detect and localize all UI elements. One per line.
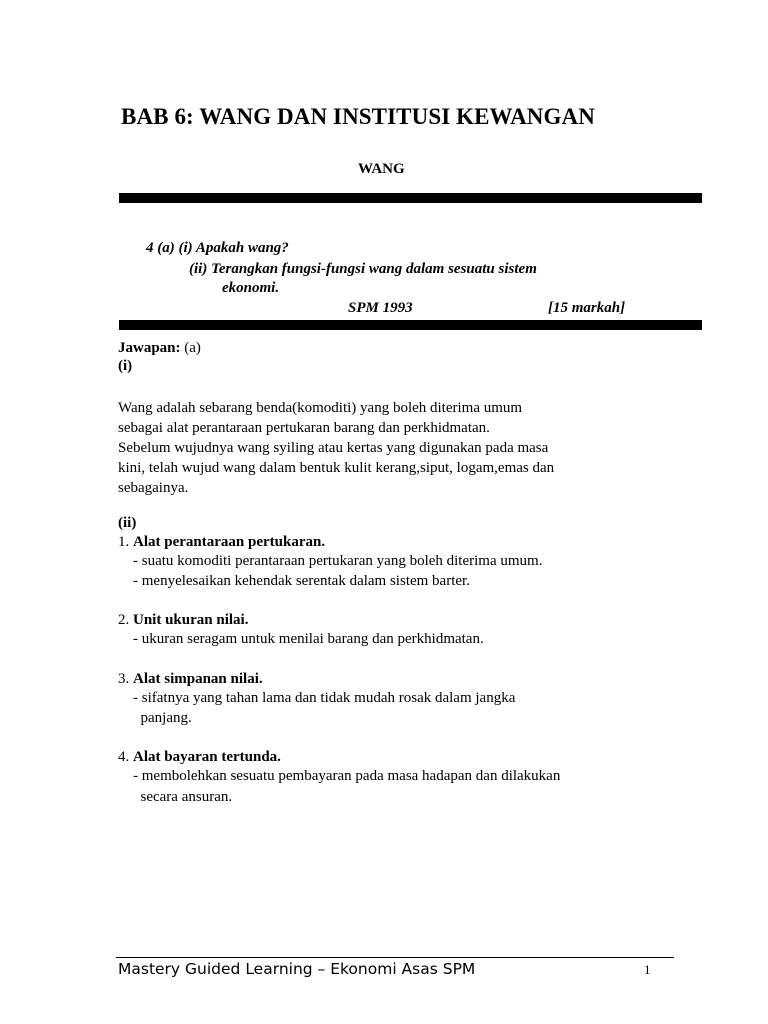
question-divider (119, 320, 702, 330)
paragraph-line: sebagai alat perantaraan pertukaran barang dan perkhidmatan. (118, 420, 490, 436)
question-line-3: ekonomi. (222, 280, 280, 296)
page-number: 1 (644, 962, 651, 977)
function-title: Alat perantaraan pertukaran. (133, 534, 326, 550)
answer-part-a: (a) (180, 340, 201, 356)
footer-divider (116, 957, 674, 958)
function-point: - ukuran seragam untuk menilai barang dan perkhidmatan. (133, 631, 484, 647)
footer-text: Mastery Guided Learning – Ekonomi Asas SPM (118, 960, 476, 978)
function-point: - suatu komoditi perantaraan pertukaran yang boleh diterima umum. (133, 553, 543, 569)
function-number: 4. (118, 749, 133, 765)
function-point: - menyelesaikan kehendak serentak dalam sistem barter. (133, 573, 470, 589)
function-title: Alat simpanan nilai. (133, 671, 263, 687)
paragraph-line: kini, telah wujud wang dalam bentuk kulit kerang,siput, logam,emas dan (118, 460, 555, 476)
function-number: 2. (118, 612, 133, 628)
answer-paragraph (118, 398, 554, 498)
function-point: secara ansuran. (133, 789, 233, 805)
question-line-1: 4 (a) (i) Apakah wang? (146, 240, 289, 256)
function-point: - sifatnya yang tahan lama dan tidak mudah rosak dalam jangka (133, 690, 516, 706)
function-title: Unit ukuran nilai. (133, 612, 249, 628)
page-title: BAB 6: WANG DAN INSTITUSI KEWANGAN (121, 104, 595, 129)
answer-heading (118, 340, 201, 357)
answer-label: Jawapan: (118, 340, 181, 356)
section-subtitle: WANG (358, 161, 405, 177)
function-heading (118, 612, 248, 629)
paragraph-line: Sebelum wujudnya wang syiling atau kertas yang digunakan pada masa (118, 440, 549, 456)
question-marks: [15 markah] (548, 300, 626, 316)
question-line-2: (ii) Terangkan fungsi-fungsi wang dalam sesuatu sistem (189, 261, 537, 277)
answer-part-i: (i) (118, 358, 133, 374)
paragraph-line: sebagainya. (118, 480, 189, 496)
function-heading (118, 749, 281, 766)
function-point: - membolehkan sesuatu pembayaran pada masa hadapan dan dilakukan (133, 768, 561, 784)
paragraph-line: Wang adalah sebarang benda(komoditi) yang boleh diterima umum (118, 400, 523, 416)
question-source: SPM 1993 (348, 300, 413, 316)
function-heading (118, 534, 325, 551)
top-divider (119, 193, 702, 203)
function-point: panjang. (133, 710, 192, 726)
answer-part-ii: (ii) (118, 515, 137, 531)
function-title: Alat bayaran tertunda. (133, 749, 281, 765)
function-heading (118, 671, 263, 688)
function-number: 3. (118, 671, 133, 687)
function-number: 1. (118, 534, 133, 550)
